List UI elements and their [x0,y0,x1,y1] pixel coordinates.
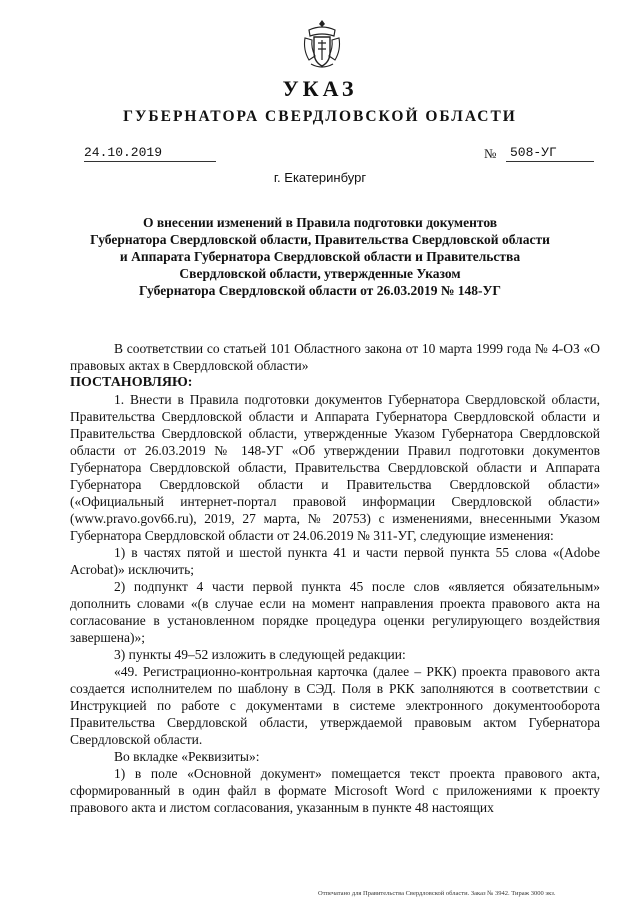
coat-of-arms-emblem [301,16,343,72]
document-title [60,214,580,299]
title-line: Губернатора Свердловской области от 26.03.2019 № 148-УГ [138,283,501,298]
title-line: Губернатора Свердловской области, Правительства Свердловской области [90,232,550,247]
issuer-heading: ГУБЕРНАТОРА СВЕРДЛОВСКОЙ ОБЛАСТИ [123,108,517,125]
subitem-3-paragraph: 3) пункты 49–52 изложить в следующей редакции: [114,647,406,662]
intro-paragraph: В соответствии со статьей 101 Областного закона от 10 марта 1999 года № 4-ОЗ «О правовых актах в Свердловской области» [70,341,600,373]
document-body [70,340,600,816]
title-line: О внесении изменений в Правила подготовки документов [142,215,498,230]
number-label: № [484,146,497,161]
point-49-paragraph: «49. Регистрационно-контрольная карточка (далее – РКК) проекта правового акта создается исполнителем по шаблону в СЭД. Поля в РКК заполняются в соответствии с Инструкцией по работе с документами в системе электронного документооборота Правительства Свердловской области, утверждаемой правовым актом Губернатора Свердловской области. [70,664,600,747]
document-date: 24.10.2019 [84,145,216,162]
print-footer: Отпечатано для Правительства Свердловской области. Заказ № 3942. Тираж 3000 экз. [318,890,556,897]
tab-item-1-paragraph: 1) в поле «Основной документ» помещается текст проекта правового акта, сформированный в один файл в формате Microsoft Word с приложениями к проекту правового акта и листом согласования, указанным в пункте 48 настоящих [70,766,600,815]
subitem-1-paragraph: 1) в частях пятой и шестой пункта 41 и части первой пункта 55 слова «(Adobe Acrobat)» исключить; [70,545,600,577]
document-number: 508-УГ [506,145,594,162]
document-type-heading: УКАЗ [282,76,358,101]
city-line: г. Екатеринбург [273,170,367,185]
title-line: и Аппарата Губернатора Свердловской области и Правительства [119,249,521,264]
item-1-paragraph: 1. Внести в Правила подготовки документов Губернатора Свердловской области, Правительства Свердловской области и Аппарата Губернатора Свердловской области и Правительства Свердловской области, утвержденные Указом Губернатора Свердловской области от 26.03.2019 № 148-УГ «Об утверждении Правил подготовки документов Губернатора Свердловской области, Правительства Свердловской области и Аппарата Губернатора Свердловской области и Правительства Свердловской области» («Официальный интернет-портал правовой информации Свердловской области» (www.pravo.gov66.ru), 2019, 27 марта, № 20753) с изменениями, внесенными Указом Губернатора Свердловской области от 24.06.2019 № 311-УГ, следующие изменения: [70,392,600,543]
decree-word: ПОСТАНОВЛЯЮ: [70,375,193,390]
tab-paragraph: Во вкладке «Реквизиты»: [114,749,260,764]
title-line: Свердловской области, утвержденные Указом [179,266,461,281]
subitem-2-paragraph: 2) подпункт 4 части первой пункта 45 после слов «является обязательным» дополнить словами «(в случае если на момент направления проекта правового акта на согласование в установленном порядке процедура оценки регулирующего воздействия завершена)»; [70,579,600,645]
